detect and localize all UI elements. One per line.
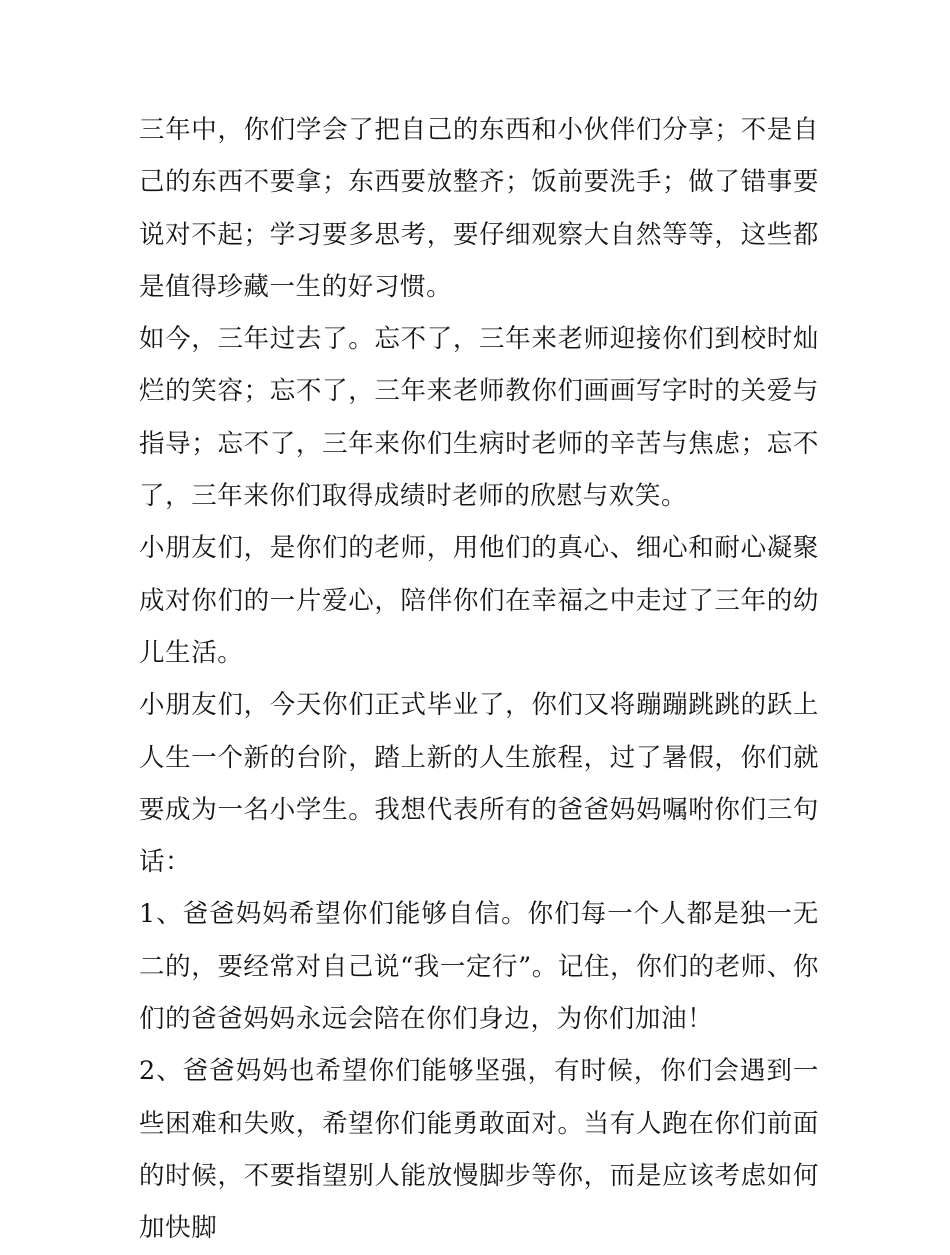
paragraph-memories: 如今，三年过去了。忘不了，三年来老师迎接你们到校时灿烂的笑容；忘不了，三年来老师教你们画画写字时的关爱与指导；忘不了，三年来你们生病时老师的辛苦与焦虑；忘不了，三年来你们取得成绩时老师的欣慰与欢笑。 (139, 324, 819, 512)
paragraph-wish-confidence: 1、爸爸妈妈希望你们能够自信。你们每一个人都是独一无二的，要经常对自己说“我一定行”。记住，你们的老师、你们的爸爸妈妈永远会陪在你们身边，为你们加油！ (139, 899, 819, 1035)
paragraph-teachers: 小朋友们，是你们的老师，用他们的真心、细心和耐心凝聚成对你们的一片爱心，陪伴你们在幸福之中走过了三年的幼儿生活。 (139, 533, 819, 668)
paragraph-habits: 三年中，你们学会了把自己的东西和小伙伴们分享；不是自己的东西不要拿；东西要放整齐；饭前要洗手；做了错事要说对不起；学习要多思考，要仔细观察大自然等等，这些都是值得珍藏一生的好习惯。 (139, 115, 819, 302)
paragraph-graduation: 小朋友们，今天你们正式毕业了，你们又将蹦蹦跳跳的跃上人生一个新的台阶，踏上新的人生旅程，过了暑假，你们就要成为一名小学生。我想代表所有的爸爸妈妈嘱咐你们三句话： (139, 690, 819, 878)
paragraph-wish-strength: 2、爸爸妈妈也希望你们能够坚强，有时候，你们会遇到一些困难和失败，希望你们能勇敢面对。当有人跑在你们前面的时候，不要指望别人能放慢脚步等你，而是应该考虑如何加快脚 (139, 1056, 819, 1244)
document-body (139, 104, 819, 1255)
